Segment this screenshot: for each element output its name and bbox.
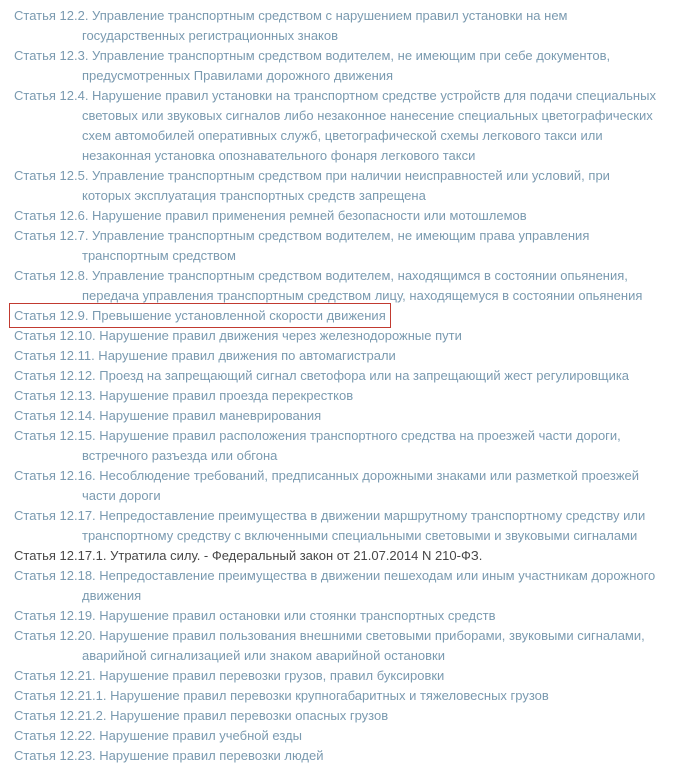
article-line[interactable]: Статья 12.6. Нарушение правил применения ремней безопасности или мотошлемов <box>14 208 527 223</box>
article-line[interactable]: Статья 12.5. Управление транспортным средством при наличии неисправностей или условий, при <box>14 168 610 183</box>
article-line[interactable]: световых или звуковых сигналов либо незаконное нанесение специальных цветографических <box>82 108 653 123</box>
article-line[interactable]: Статья 12.11. Нарушение правил движения по автомагистрали <box>14 348 396 363</box>
article-line[interactable]: Статья 12.12. Проезд на запрещающий сигнал светофора или на запрещающий жест регулировщика <box>14 368 630 383</box>
article-12-21-link[interactable] <box>0 666 677 686</box>
article-line: Статья 12.17.1. Утратила силу. - Федеральный закон от 21.07.2014 N 210-ФЗ. <box>14 548 483 563</box>
article-line[interactable]: Статья 12.3. Управление транспортным средством водителем, не имеющим при себе документов, <box>14 48 611 63</box>
article-line[interactable]: Статья 12.8. Управление транспортным средством водителем, находящимся в состоянии опьянения, <box>14 268 628 283</box>
article-line[interactable]: Статья 12.18. Непредоставление преимущества в движении пешеходам или иным участникам дорожного <box>14 568 656 583</box>
article-12-9-link[interactable] <box>0 306 677 326</box>
article-12-15-link[interactable] <box>0 426 677 466</box>
article-line[interactable]: передача управления транспортным средством лицу, находящемуся в состоянии опьянения <box>82 288 643 303</box>
article-12-22-link[interactable] <box>0 726 677 746</box>
article-line[interactable]: предусмотренных Правилами дорожного движения <box>82 68 394 83</box>
article-line[interactable]: Статья 12.23. Нарушение правил перевозки людей <box>14 748 324 763</box>
article-line[interactable]: Статья 12.19. Нарушение правил остановки или стоянки транспортных средств <box>14 608 496 623</box>
article-12-3-link[interactable] <box>0 46 677 86</box>
article-line[interactable]: аварийной сигнализацией или знаком аварийной остановки <box>82 648 446 663</box>
article-line[interactable]: Статья 12.7. Управление транспортным средством водителем, не имеющим права управления <box>14 228 590 243</box>
article-12-13-link[interactable] <box>0 386 677 406</box>
article-12-17-1-text <box>0 546 677 566</box>
article-line[interactable]: незаконная установка опознавательного фонаря легкового такси <box>82 148 476 163</box>
article-line[interactable]: Статья 12.14. Нарушение правил маневрирования <box>14 408 322 423</box>
article-12-21-1-link[interactable] <box>0 686 677 706</box>
article-12-4-link[interactable] <box>0 86 677 166</box>
article-line[interactable]: Статья 12.21. Нарушение правил перевозки грузов, правил буксировки <box>14 668 445 683</box>
article-12-16-link[interactable] <box>0 466 677 506</box>
article-line[interactable]: которых эксплуатация транспортных средств запрещена <box>82 188 426 203</box>
article-12-21-2-link[interactable] <box>0 706 677 726</box>
article-line[interactable] <box>0 306 677 326</box>
article-line[interactable]: встречного разъезда или обгона <box>82 448 278 463</box>
highlight-box[interactable]: Статья 12.9. Превышение установленной скорости движения <box>14 308 386 323</box>
article-line[interactable]: Статья 12.13. Нарушение правил проезда перекрестков <box>14 388 354 403</box>
article-12-19-link[interactable] <box>0 606 677 626</box>
article-line[interactable]: Статья 12.10. Нарушение правил движения через железнодорожные пути <box>14 328 462 343</box>
article-12-14-link[interactable] <box>0 406 677 426</box>
article-12-5-link[interactable] <box>0 166 677 206</box>
article-12-10-link[interactable] <box>0 326 677 346</box>
article-12-8-link[interactable] <box>0 266 677 306</box>
article-12-17-link[interactable] <box>0 506 677 546</box>
article-line[interactable]: схем автомобилей оперативных служб, цветографической схемы легкового такси или <box>82 128 603 143</box>
article-line[interactable]: Статья 12.21.1. Нарушение правил перевозки крупногабаритных и тяжеловесных грузов <box>14 688 549 703</box>
article-12-12-link[interactable] <box>0 366 677 386</box>
article-line[interactable]: Статья 12.17. Непредоставление преимущества в движении маршрутному транспортному средству или <box>14 508 646 523</box>
article-12-6-link[interactable] <box>0 206 677 226</box>
article-line[interactable]: Статья 12.2. Управление транспортным средством с нарушением правил установки на нем <box>14 8 568 23</box>
article-line[interactable]: Статья 12.22. Нарушение правил учебной езды <box>14 728 302 743</box>
article-12-18-link[interactable] <box>0 566 677 606</box>
article-line[interactable]: движения <box>82 588 142 603</box>
article-12-2-link[interactable] <box>0 6 677 46</box>
article-line[interactable]: Статья 12.21.2. Нарушение правил перевозки опасных грузов <box>14 708 389 723</box>
article-12-7-link[interactable] <box>0 226 677 266</box>
article-line[interactable]: транспортным средством <box>82 248 236 263</box>
article-line[interactable]: Статья 12.16. Несоблюдение требований, предписанных дорожными знаками или разметкой проезжей <box>14 468 640 483</box>
article-12-23-link[interactable] <box>0 746 677 766</box>
article-line[interactable]: Статья 12.4. Нарушение правил установки на транспортном средстве устройств для подачи специальных <box>14 88 656 103</box>
article-line[interactable]: Статья 12.15. Нарушение правил расположения транспортного средства на проезжей части дороги, <box>14 428 621 443</box>
article-12-11-link[interactable] <box>0 346 677 366</box>
article-line[interactable]: транспортному средству с включенными специальными световыми и звуковыми сигналами <box>82 528 638 543</box>
article-line[interactable]: части дороги <box>82 488 161 503</box>
article-line[interactable]: Статья 12.20. Нарушение правил пользования внешними световыми приборами, звуковыми сигналами, <box>14 628 645 643</box>
article-12-20-link[interactable] <box>0 626 677 666</box>
article-line[interactable]: государственных регистрационных знаков <box>82 28 339 43</box>
